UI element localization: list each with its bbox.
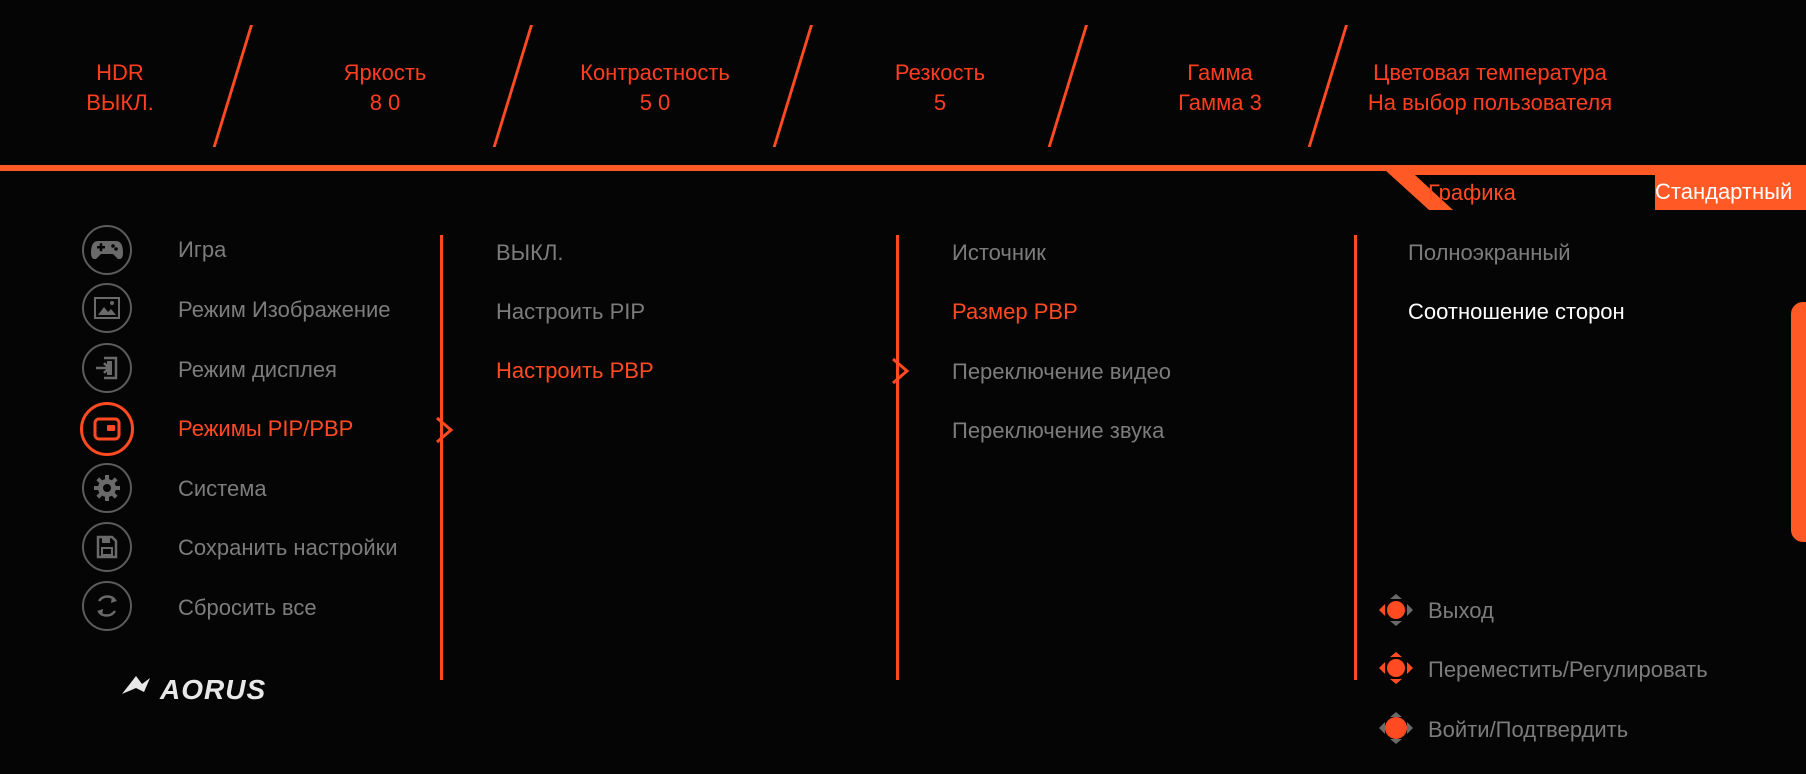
menu-item-source[interactable]: Источник [952,240,1046,265]
status-value: 5 [933,90,947,115]
hint-exit: Выход [1428,598,1494,623]
menu-item-reset-all[interactable]: Сбросить все [178,595,317,620]
chevron-right-icon [434,416,456,444]
option-aspect-ratio[interactable]: Соотношение сторон [1408,299,1625,324]
tab-category: Графика [1428,180,1516,205]
tab-mode: Стандартный [1655,179,1793,204]
menu-item-pbp-size[interactable]: Размер PBP [952,299,1078,324]
gamepad-icon [82,225,132,275]
status-label: Гамма [1187,60,1253,85]
status-label: Резкость [894,60,986,85]
status-hdr [70,58,170,118]
menu-item-setup-pbp[interactable]: Настроить PBP [496,358,654,383]
status-label: Яркость [343,60,427,85]
menu-item-video-switch[interactable]: Переключение видео [952,359,1172,384]
status-label: Контрастность [580,60,730,85]
hint-move-adjust: Переместить/Регулировать [1428,657,1708,682]
chevron-right-icon [890,357,912,385]
picture-icon [82,283,132,333]
column-divider [440,235,443,680]
menu-item-system[interactable]: Система [178,476,267,501]
menu-item-display-mode[interactable]: Режим дисплея [178,357,337,382]
menu-item-picture-mode[interactable]: Режим Изображение [178,297,391,322]
menu-item-setup-pip[interactable]: Настроить PIP [496,299,646,324]
hint-enter-confirm: Войти/Подтвердить [1428,717,1629,742]
reset-icon [82,581,132,631]
separator-slash [493,25,533,147]
status-value: ВЫКЛ. [86,90,154,115]
separator-slash [213,25,253,147]
option-fullscreen[interactable]: Полноэкранный [1408,240,1571,265]
status-color-temp [1345,58,1635,118]
joystick-move-icon [1376,650,1416,686]
column-divider [1354,235,1357,680]
menu-item-game[interactable]: Игра [178,237,227,262]
menu-item-audio-switch[interactable]: Переключение звука [952,418,1165,443]
status-value: Гамма 3 [1178,90,1262,115]
pip-pbp-icon [80,402,134,456]
joystick-enter-icon [1376,710,1416,746]
status-gamma [1140,58,1300,118]
separator-slash [1308,25,1348,147]
display-input-icon [82,343,132,393]
menu-item-save-settings[interactable]: Сохранить настройки [178,535,398,560]
aorus-logo [120,668,295,713]
separator-slash [1048,25,1088,147]
status-contrast [570,58,740,118]
gear-icon [82,463,132,513]
status-label: HDR [96,60,144,85]
status-sharpness [860,58,1020,118]
status-brightness [305,58,465,118]
save-icon [82,522,132,572]
status-value: 5 0 [639,90,671,115]
status-value: На выбор пользователя [1367,90,1613,115]
menu-item-off[interactable]: ВЫКЛ. [496,240,564,265]
joystick-exit-icon [1376,592,1416,628]
svg-text:AORUS: AORUS [160,674,267,705]
status-label: Цветовая температура [1373,60,1607,85]
separator-slash [773,25,813,147]
menu-item-pip-pbp[interactable]: Режимы PIP/PBP [178,416,354,441]
status-value: 8 0 [369,90,401,115]
column-divider [896,235,899,680]
scroll-handle[interactable] [1791,302,1806,542]
